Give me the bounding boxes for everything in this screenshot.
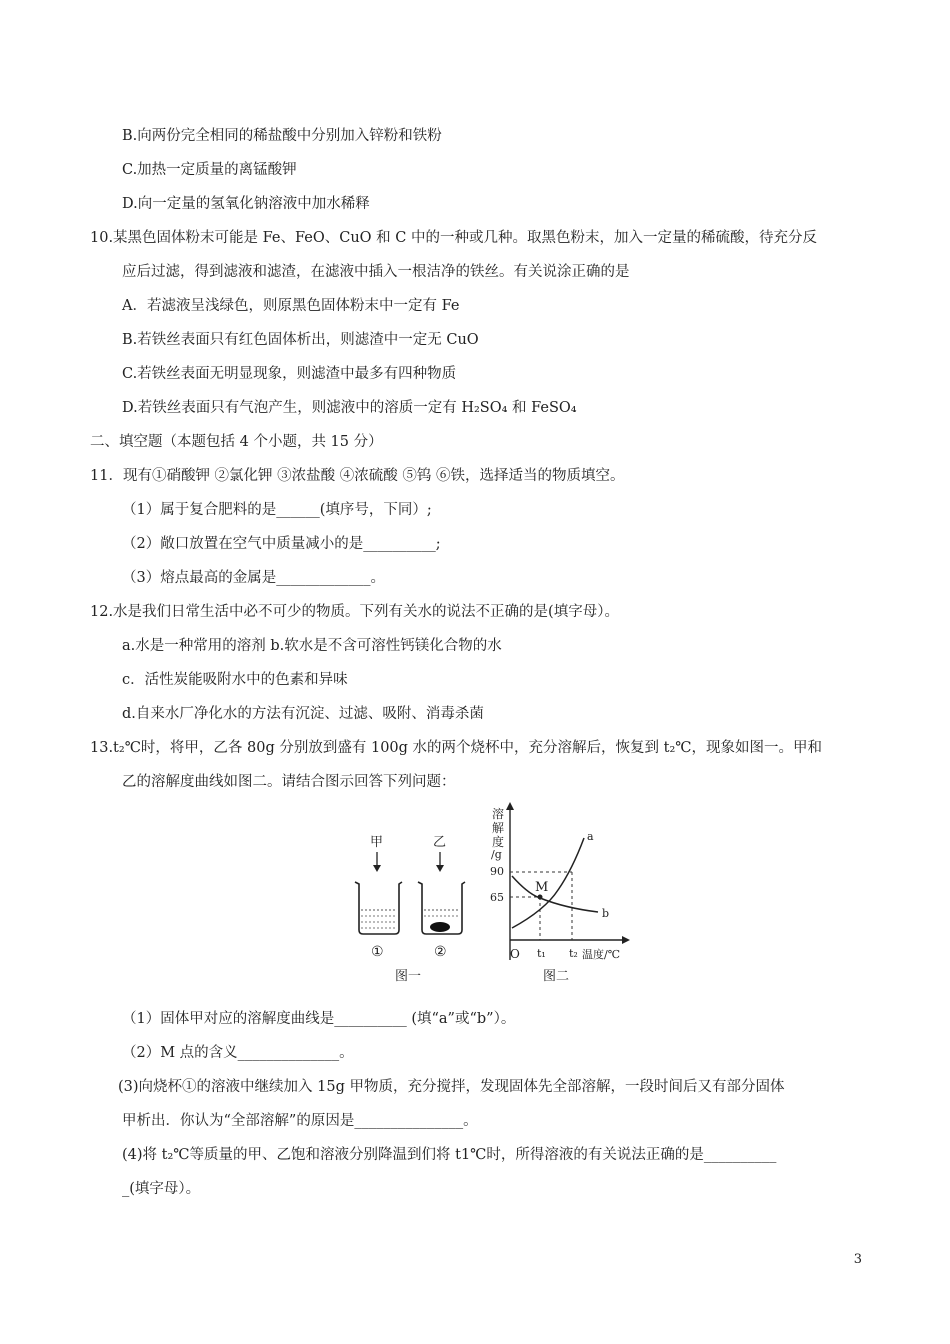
origin-label: O — [510, 947, 520, 961]
figure-svg — [340, 800, 660, 990]
ylabel-char-3: 度 — [492, 835, 505, 849]
q10-option-b: B.若铁丝表面只有红色固体析出，则滤渣中一定无 CuO — [122, 332, 479, 348]
arrow2-head — [436, 865, 444, 872]
ylabel-unit: /g — [491, 848, 502, 861]
q10-stem-cont: 应后过滤，得到滤液和滤渣，在滤液中插入一根洁净的铁丝。有关说涂正确的是 — [122, 264, 630, 280]
q13-stem: 13.t₂℃时，将甲，乙各 80g 分别放到盛有 100g 水的两个烧杯中，充分溶解后，恢复到 t₂℃，现象如图一。甲和 — [90, 740, 823, 756]
q11-stem: 11．现有①硝酸钾 ②氯化钾 ③浓盐酸 ④浓硫酸 ⑤钨 ⑥铁，选择适当的物质填空。 — [90, 468, 625, 484]
q9-option-b: B.向两份完全相同的稀盐酸中分别加入锌粉和铁粉 — [122, 128, 442, 144]
q13-part-3: (3)向烧杯①的溶液中继续加入 15g 甲物质，充分搅拌，发现固体先全部溶解，一段时间后又有部分固体 — [118, 1079, 785, 1095]
solubility-figure — [340, 800, 660, 990]
section-2-heading: 二、填空题（本题包括 4 个小题，共 15 分） — [90, 434, 383, 450]
q12-option-c: c．活性炭能吸附水中的色素和异味 — [122, 672, 348, 688]
q13-stem-cont: 乙的溶解度曲线如图二。请结合图示回答下列问题： — [122, 774, 456, 790]
beaker-1 — [355, 882, 402, 934]
beaker-2 — [418, 882, 465, 934]
q13-part-1: （1）固体甲对应的溶解度曲线是__________ (填“a”或“b”）。 — [122, 1011, 516, 1027]
arrow1-head — [373, 865, 381, 872]
ylabel-char-2: 解 — [492, 821, 505, 835]
q12-option-d: d.自来水厂净化水的方法有沉淀、过滤、吸附、消毒杀菌 — [122, 706, 484, 722]
x-tick-t2: t₂ — [569, 947, 578, 960]
beaker2-label: 乙 — [433, 835, 447, 850]
q13-part-3-cont: 甲析出．你认为“全部溶解”的原因是_______________。 — [122, 1113, 478, 1129]
ylabel-char-1: 溶 — [492, 807, 505, 821]
y-tick-65: 65 — [490, 891, 504, 904]
q12-options-ab: a.水是一种常用的溶剂 b.软水是不含可溶性钙镁化合物的水 — [122, 638, 502, 654]
q11-part-2: （2）敞口放置在空气中质量减小的是__________; — [122, 536, 441, 552]
point-m-dot — [538, 895, 543, 900]
fig2-caption: 图二 — [543, 969, 570, 984]
q10-option-a: A．若滤液呈浅绿色，则原黑色固体粉末中一定有 Fe — [122, 298, 460, 314]
q10-option-c: C.若铁丝表面无明显现象，则滤渣中最多有四种物质 — [122, 366, 457, 382]
q10-option-d: D.若铁丝表面只有气泡产生，则滤液中的溶质一定有 H₂SO₄ 和 FeSO₄ — [122, 400, 577, 416]
q11-part-3: （3）熔点最高的金属是_____________。 — [122, 570, 385, 586]
q13-part-4-cont: _(填字母）。 — [122, 1181, 201, 1197]
q9-option-c: C.加热一定质量的离锰酸钾 — [122, 162, 297, 178]
xlabel: 温度/℃ — [582, 948, 621, 961]
q13-part-4: (4)将 t₂℃等质量的甲、乙饱和溶液分别降温到们将 t1℃时，所得溶液的有关说法正确的是__________ — [122, 1147, 777, 1163]
q11-part-1: （1）属于复合肥料的是______(填序号，下同）; — [122, 502, 432, 518]
curve-b-label: b — [602, 907, 610, 920]
beaker2-num: ② — [434, 944, 447, 960]
beaker1-label: 甲 — [370, 835, 384, 850]
curve-a-label: a — [587, 830, 594, 843]
point-m-label: M — [535, 880, 549, 895]
beaker1-num: ① — [371, 944, 384, 960]
y-axis-arrow — [506, 802, 514, 810]
y-tick-90: 90 — [490, 865, 504, 878]
fig1-caption: 图一 — [395, 969, 422, 984]
q10-stem: 10.某黑色固体粉末可能是 Fe、FeO、CuO 和 C 中的一种或几种。取黑色粉末，加入一定量的稀硫酸，待充分反 — [90, 230, 817, 246]
x-tick-t1: t₁ — [537, 947, 546, 960]
x-axis-arrow — [622, 936, 630, 944]
q9-option-d: D.向一定量的氢氧化钠溶液中加水稀释 — [122, 196, 370, 212]
page-number: 3 — [853, 1252, 862, 1267]
q13-part-2: （2）M 点的含义______________。 — [122, 1045, 354, 1061]
q12-stem: 12.水是我们日常生活中必不可少的物质。下列有关水的说法不正确的是(填字母）。 — [90, 604, 619, 620]
